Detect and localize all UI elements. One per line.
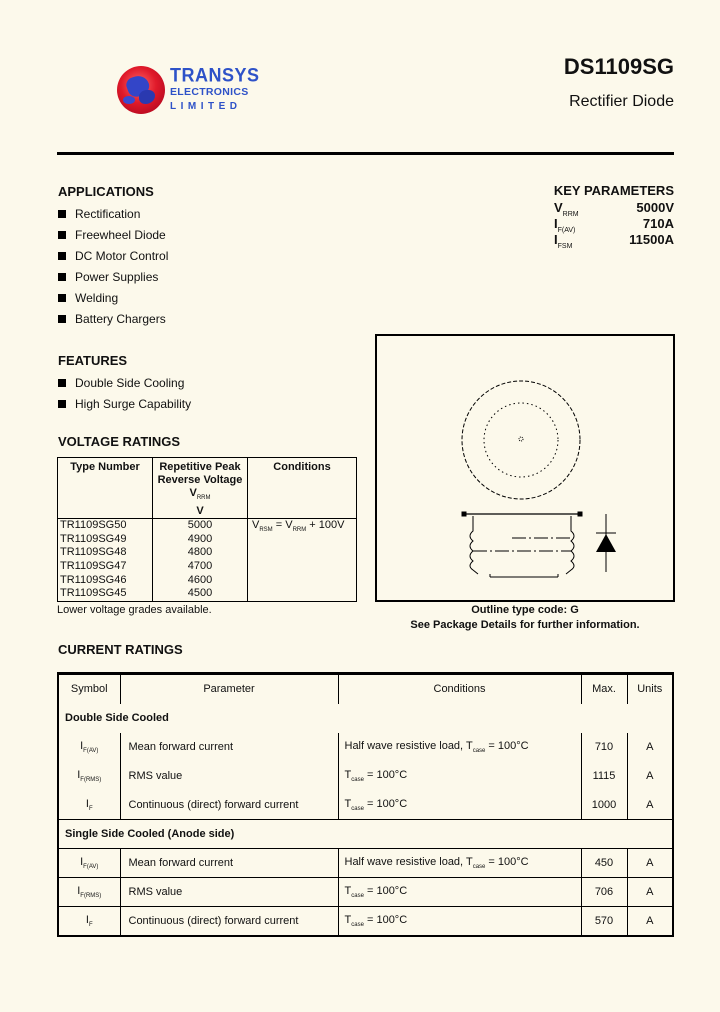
list-item: Double Side Cooling bbox=[58, 372, 191, 393]
table-row: $I_{F(RMS)}$ RMS value $T_{case} = 100^\circ C$ 1115 A bbox=[58, 762, 673, 791]
bullet-icon bbox=[58, 273, 66, 281]
key-parameters-table bbox=[554, 200, 674, 248]
table-row: TR1109SG47 4700 bbox=[58, 560, 357, 574]
table-row: $I_{F(RMS)}$ RMS value $T_{case} = 100^\circ C$ 706 A bbox=[58, 878, 673, 907]
voltage-ratings-table bbox=[57, 457, 357, 602]
key-parameters-heading: KEY PARAMETERS bbox=[553, 183, 674, 198]
table-row: $I_{F(AV)}$ Mean forward current Half wave resistive load, $T_{case} = 100^\circ C$ 710 A bbox=[58, 733, 673, 762]
company-logo-text: TRANSYS ELECTRONICS LIMITED bbox=[170, 64, 260, 112]
group-row: Double Side Cooled bbox=[65, 712, 169, 724]
key-param-row: $V_{RRM}$ 5000V bbox=[554, 200, 674, 218]
list-item: Power Supplies bbox=[58, 266, 168, 287]
table-row: TR1109SG45 4500 bbox=[58, 587, 357, 601]
bullet-icon bbox=[58, 252, 66, 260]
applications-list bbox=[58, 203, 168, 329]
product-subtitle: Rectifier Diode bbox=[569, 93, 674, 110]
list-item: Freewheel Diode bbox=[58, 224, 168, 245]
list-item: High Surge Capability bbox=[58, 393, 191, 414]
bullet-icon bbox=[58, 210, 66, 218]
key-param-row: $I_{FSM}$ 11500A bbox=[554, 232, 674, 250]
part-number: DS1109SG bbox=[563, 54, 674, 79]
table-row: TR1109SG50 5000 $V_{RSM} = V_{RRM} + 100V$ bbox=[58, 519, 357, 533]
table-row: TR1109SG46 4600 bbox=[58, 574, 357, 588]
features-heading: FEATURES bbox=[58, 353, 128, 368]
bullet-icon bbox=[58, 315, 66, 323]
voltage-note: Lower voltage grades available. bbox=[57, 604, 212, 616]
list-item: Battery Chargers bbox=[58, 308, 168, 329]
company-logo-globe bbox=[117, 66, 165, 114]
table-row: $I_F$ Continuous (direct) forward current $T_{case} = 100^\circ C$ 1000 A bbox=[58, 791, 673, 820]
list-item: Welding bbox=[58, 287, 168, 308]
table-row: $I_{F(AV)}$ Mean forward current Half wave resistive load, $T_{case} = 100^\circ C$ 450 A bbox=[58, 849, 673, 878]
voltage-condition: $V_{RSM} = V_{RRM} + 100V$ bbox=[252, 519, 345, 534]
key-param-row: $I_{F(AV)}$ 710A bbox=[554, 216, 674, 234]
current-ratings-heading: CURRENT RATINGS bbox=[58, 642, 183, 657]
bullet-icon bbox=[58, 231, 66, 239]
applications-heading: APPLICATIONS bbox=[58, 184, 154, 199]
voltage-ratings-heading: VOLTAGE RATINGS bbox=[58, 434, 181, 449]
table-header-row: Type Number Repetitive Peak Reverse Voltage $V_{RRM}$ V Conditions bbox=[58, 458, 357, 519]
current-ratings-table bbox=[57, 672, 674, 937]
outline-caption: Outline type code: G bbox=[471, 604, 579, 616]
bullet-icon bbox=[58, 379, 66, 387]
package-outline-drawing bbox=[375, 334, 675, 602]
header-divider bbox=[57, 152, 674, 155]
table-header-row: Symbol Parameter Conditions Max. Units bbox=[58, 674, 673, 704]
bullet-icon bbox=[58, 294, 66, 302]
package-details-note: See Package Details for further information. bbox=[410, 619, 640, 631]
table-row: TR1109SG49 4900 bbox=[58, 533, 357, 547]
list-item: Rectification bbox=[58, 203, 168, 224]
features-list bbox=[58, 372, 191, 414]
diode-package-icon bbox=[377, 336, 673, 600]
bullet-icon bbox=[58, 400, 66, 408]
table-row: TR1109SG48 4800 bbox=[58, 546, 357, 560]
table-row: $I_F$ Continuous (direct) forward current $T_{case} = 100^\circ C$ 570 A bbox=[58, 907, 673, 936]
list-item: DC Motor Control bbox=[58, 245, 168, 266]
group-row: Single Side Cooled (Anode side) bbox=[58, 820, 673, 849]
